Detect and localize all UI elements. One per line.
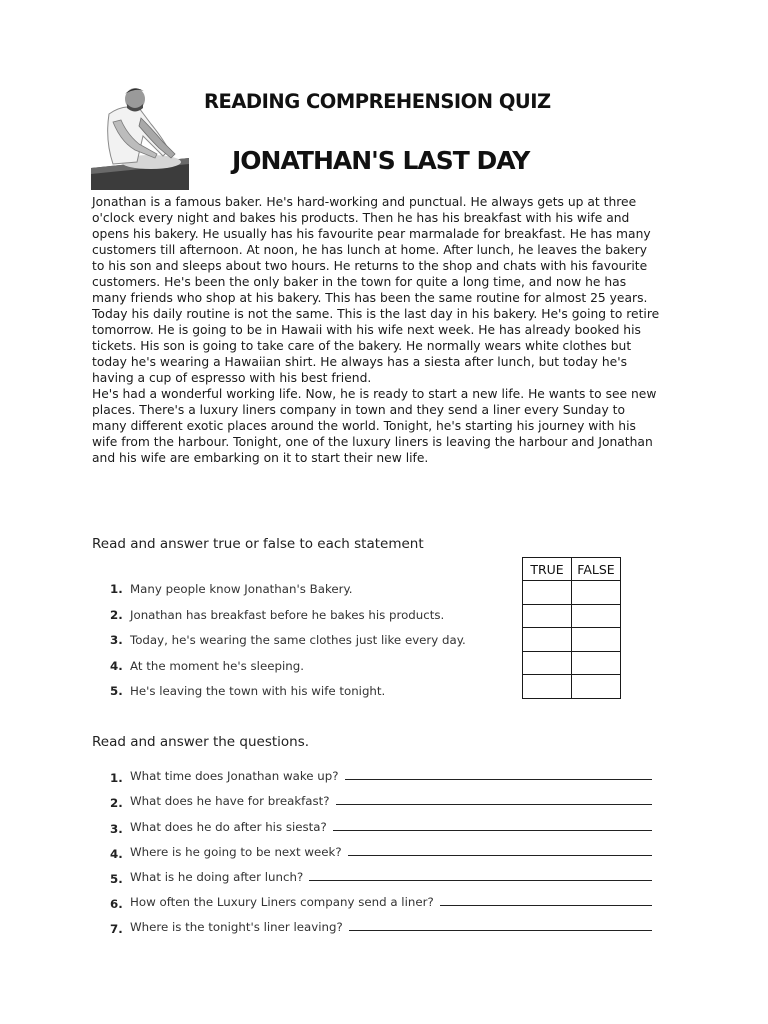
question-item — [110, 911, 652, 936]
question-number: 1. — [110, 771, 123, 786]
statement-number: 5. — [110, 684, 123, 698]
answer-line[interactable] — [309, 879, 652, 881]
statement-item — [110, 657, 466, 683]
question-item — [110, 785, 652, 810]
true-answer-cell[interactable] — [523, 628, 572, 652]
false-answer-cell[interactable] — [572, 675, 621, 699]
statement-item — [110, 631, 466, 657]
answer-line[interactable] — [345, 778, 653, 780]
question-item — [110, 760, 652, 785]
story-paragraph: Jonathan is a famous baker. He's hard-working and punctual. He always gets up at three o'clock every night and bakes his products. Then he has his breakfast with his wife and opens his bakery. He usually has his favourite pear marmalade for breakfast. He has many customers till afternoon. At noon, he has lunch at home. After lunch, he leaves the bakery to his son and sleeps about two hours. He returns to the shop and chats with his favourite customers. He's been the only baker in the town for quite a long time, and now he has many friends who shop at his bakery. This has been the same routine for almost 25 years. — [92, 195, 651, 305]
true-false-table — [522, 557, 621, 699]
quiz-title: READING COMPREHENSION QUIZ — [204, 90, 551, 113]
question-number: 6. — [110, 897, 123, 912]
question-list — [110, 760, 652, 936]
questions-heading: Read and answer the questions. — [92, 734, 310, 750]
story-paragraph: Today his daily routine is not the same. This is the last day in his bakery. He's going to retire tomorrow. He is going to be in Hawaii with his wife next week. He has already booked his tickets. His son is going to take care of the bakery. He normally wears white clothes but today he's wearing a Hawaiian shirt. He always has a siesta after lunch, but today he's having a cup of espresso with his best friend. — [92, 307, 660, 385]
question-number: 2. — [110, 796, 123, 811]
question-item — [110, 886, 652, 911]
question-item — [110, 810, 652, 835]
statement-item — [110, 580, 466, 606]
question-number: 3. — [110, 821, 123, 836]
story-paragraph: He's had a wonderful working life. Now, he is ready to start a new life. He wants to see new places. There's a luxury liners company in town and they send a liner every Sunday to many different exotic places around the world. Tonight, he's starting his journey with his wife from the harbour. Tonight, one of the luxury liners is leaving the harbour and Jonathan and his wife are embarking on it to start their new life. — [92, 387, 657, 465]
answer-line[interactable] — [336, 803, 652, 805]
story-title: JONATHAN'S LAST DAY — [232, 146, 530, 175]
question-text: What does he do after his siesta? — [130, 819, 327, 834]
baker-photo — [91, 84, 189, 190]
question-number: 7. — [110, 922, 123, 937]
true-answer-cell[interactable] — [523, 675, 572, 699]
statement-text: Jonathan has breakfast before he bakes his products. — [130, 607, 445, 622]
answer-line[interactable] — [348, 854, 652, 856]
story-text — [92, 194, 662, 466]
question-text: What is he doing after lunch? — [130, 869, 304, 884]
question-number: 5. — [110, 871, 123, 886]
statement-item — [110, 606, 466, 632]
question-item — [110, 861, 652, 886]
true-false-statements — [110, 580, 466, 708]
false-column-header: FALSE — [572, 558, 621, 581]
statement-number: 3. — [110, 633, 123, 647]
false-answer-cell[interactable] — [572, 628, 621, 652]
statement-item — [110, 682, 466, 708]
answer-line[interactable] — [333, 829, 652, 831]
question-item — [110, 836, 652, 861]
statement-number: 1. — [110, 582, 123, 596]
statement-text: Today, he's wearing the same clothes just like every day. — [130, 633, 466, 647]
true-answer-cell[interactable] — [523, 581, 572, 605]
false-answer-cell[interactable] — [572, 651, 621, 675]
true-answer-cell[interactable] — [523, 604, 572, 628]
true-false-heading: Read and answer true or false to each statement — [92, 536, 424, 552]
true-answer-cell[interactable] — [523, 651, 572, 675]
question-number: 4. — [110, 846, 123, 861]
false-answer-cell[interactable] — [572, 604, 621, 628]
question-text: Where is the tonight's liner leaving? — [130, 920, 343, 935]
true-column-header: TRUE — [523, 558, 572, 581]
statement-text: Many people know Jonathan's Bakery. — [130, 582, 353, 596]
question-text: Where is he going to be next week? — [130, 844, 342, 859]
question-text: What time does Jonathan wake up? — [130, 769, 339, 784]
false-answer-cell[interactable] — [572, 581, 621, 605]
question-text: What does he have for breakfast? — [130, 794, 330, 809]
question-text: How often the Luxury Liners company send a liner? — [130, 895, 434, 910]
answer-line[interactable] — [440, 904, 652, 906]
answer-line[interactable] — [349, 929, 652, 931]
statement-text: At the moment he's sleeping. — [130, 658, 304, 673]
statement-text: He's leaving the town with his wife tonight. — [130, 684, 386, 698]
statement-number: 2. — [110, 607, 123, 622]
statement-number: 4. — [110, 658, 123, 673]
